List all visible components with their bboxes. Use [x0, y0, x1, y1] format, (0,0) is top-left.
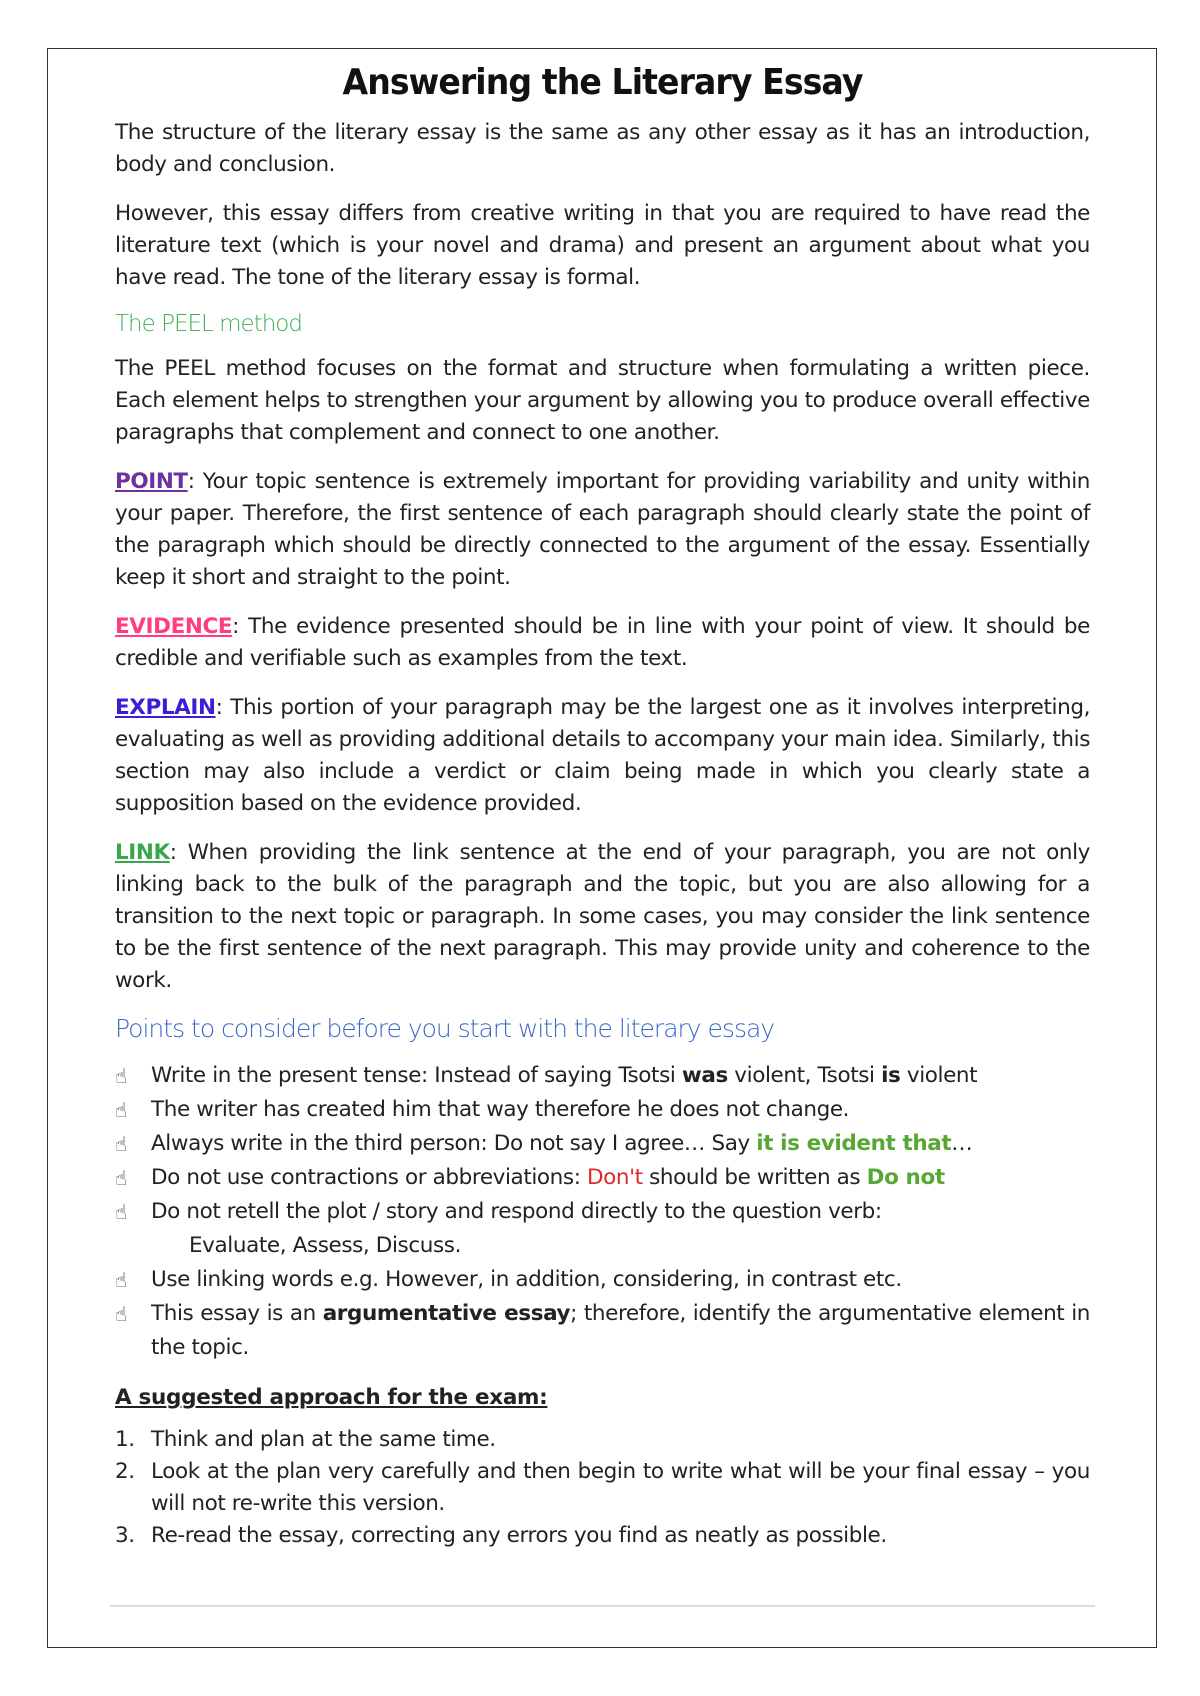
peel-link: [115, 837, 1090, 997]
list-item: 2. Look at the plan very carefully and then begin to write what will be your final essay – you will not re-write this version.: [115, 1459, 1090, 1516]
hand-pointing-icon: ☝: [115, 1064, 127, 1088]
point-keyword: POINT: [115, 469, 188, 494]
hand-pointing-icon: ☝: [115, 1098, 127, 1122]
peel-evidence: [115, 611, 1090, 675]
hand-pointing-icon: ☝: [115, 1200, 127, 1224]
list-item: ☝ Do not retell the plot / story and respond directly to the question verb: Evaluate, Assess, Discuss.: [115, 1195, 1090, 1263]
peel-heading: The PEEL method: [115, 311, 302, 337]
exam-steps: [115, 1424, 1090, 1552]
hand-pointing-icon: ☝: [115, 1268, 127, 1292]
list-item: ☝ Use linking words e.g. However, in addition, considering, in contrast etc.: [115, 1263, 1090, 1297]
list-item: 3. Re-read the essay, correcting any errors you find as neatly as possible.: [115, 1523, 887, 1548]
peel-intro: The PEEL method focuses on the format and structure when formulating a written piece. Each element helps to strengthen your argument by allowing you to produce overall effective paragraphs that complement and connect to one another.: [115, 356, 1090, 445]
exam-heading: A suggested approach for the exam:: [115, 1385, 548, 1410]
peel-point: [115, 466, 1090, 594]
points-heading: Points to consider before you start with the literary essay: [115, 1014, 775, 1043]
footer-divider: [110, 1605, 1095, 1607]
hand-pointing-icon: ☝: [115, 1132, 127, 1156]
intro-paragraph-2: However, this essay differs from creative writing in that you are required to have read the literature text (which is your novel and drama) and present an argument about what you have read. The tone of the literary essay is formal.: [115, 201, 1090, 290]
link-text: : When providing the link sentence at the end of your paragraph, you are not only linking back to the bulk of the paragraph and the topic, but you are also allowing for a transition to the next topic or paragraph. In some cases, you may consider the link sentence to be the first sentence of the next paragraph. This may provide unity and coherence to the work.: [115, 840, 1090, 993]
points-list: [115, 1059, 1090, 1365]
explain-text: : This portion of your paragraph may be the largest one as it involves interpreting, evaluating as well as providing additional details to accompany your main idea. Similarly, this section may also include a verdict or claim being made in which you clearly state a supposition based on the evidence provided.: [115, 695, 1090, 816]
document-body: [115, 62, 1090, 1552]
list-item: ☝ Write in the present tense: Instead of saying Tsotsi was violent, Tsotsi is violent: [115, 1059, 1090, 1093]
list-item: ☝ Always write in the third person: Do not say I agree… Say it is evident that…: [115, 1127, 1090, 1161]
hand-pointing-icon: ☝: [115, 1302, 127, 1326]
peel-explain: [115, 692, 1090, 820]
hand-pointing-icon: ☝: [115, 1166, 127, 1190]
point-text: : Your topic sentence is extremely important for providing variability and unity within your paper. Therefore, the first sentence of each paragraph should clearly state the point of the paragraph which should be directly connected to the argument of the essay. Essentially keep it short and straight to the point.: [115, 469, 1090, 590]
list-item: ☝ Do not use contractions or abbreviations: Don't should be written as Do not: [115, 1161, 1090, 1195]
page-title: Answering the Literary Essay: [342, 62, 863, 103]
evidence-keyword: EVIDENCE: [115, 614, 233, 639]
evidence-text: : The evidence presented should be in line with your point of view. It should be credible and verifiable such as examples from the text.: [115, 614, 1090, 671]
list-item: ☝ The writer has created him that way therefore he does not change.: [115, 1093, 1090, 1127]
intro-paragraph-1: The structure of the literary essay is the same as any other essay as it has an introduction, body and conclusion.: [115, 120, 1090, 177]
list-item: 1. Think and plan at the same time.: [115, 1427, 496, 1452]
list-item: ☝ This essay is an argumentative essay; therefore, identify the argumentative element in the topic.: [115, 1297, 1090, 1365]
link-keyword: LINK: [115, 840, 170, 865]
explain-keyword: EXPLAIN: [115, 695, 216, 720]
